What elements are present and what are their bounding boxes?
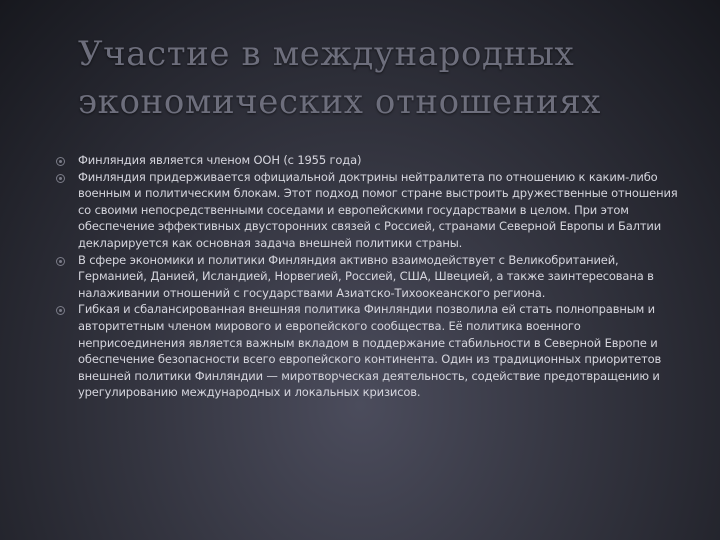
circle-bullet-icon [56,157,65,166]
circle-bullet-icon [56,306,65,315]
bullet-text: Финляндия придерживается официальной доктрины нейтралитета по отношению к каким-либо военным и политическим блокам. Этот подход помог стране выстроить дружественные отношения со своими непосредственными соседами и европейскими государствами в целом. При этом обеспечение эффективных двусторонних связей с Россией, странами Северной Европы и Балтии декларируется как основная задача внешней политики страны. [78,169,678,250]
circle-bullet-icon [56,257,65,266]
title-line-2: экономических отношениях [78,82,602,122]
bullet-item [56,152,684,169]
bullet-text: Гибкая и сбалансированная внешняя политика Финляндии позволила ей стать полноправным и авторитетным членом мирового и европейского сообщества. Её политика военного неприсоединения является важным вкладом в поддержание стабильности в Северной Европе и обеспечение безопасности всего европейского континента. Один из традиционных приоритетов внешней политики Финляндии — миротворческая деятельность, содействие предотвращению и урегулированию международных и локальных кризисов. [78,302,662,400]
circle-bullet-icon [56,174,65,183]
bullet-list [56,152,684,401]
slide-title [78,30,678,126]
bullet-text: В сфере экономики и политики Финляндия активно взаимодействует с Великобританией, Германией, Данией, Исландией, Норвегией, Россией, США, Швецией, а также заинтересована в налаживании отношений с государствами Азиатско-Тихоокеанского региона. [78,252,654,300]
title-line-1: Участие в международных [78,34,575,74]
bullet-text: Финляндия является членом ООН (с 1955 года) [78,153,362,167]
bullet-item [56,169,684,252]
bullet-item [56,252,684,302]
bullet-item [56,301,684,401]
